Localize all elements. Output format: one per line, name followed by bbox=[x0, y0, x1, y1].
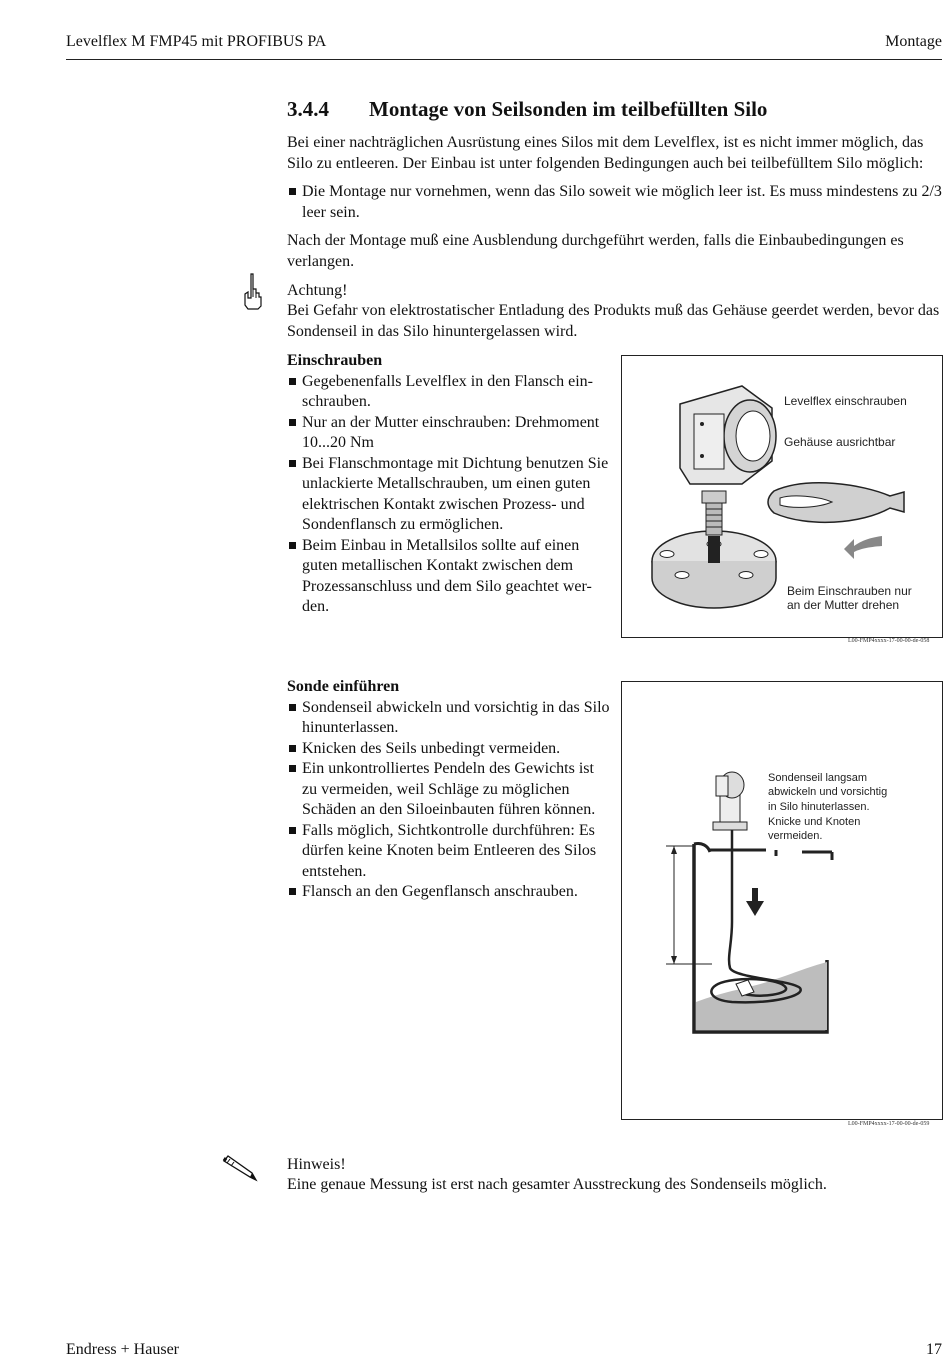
figure-label: vermeiden. bbox=[768, 830, 823, 842]
list-item: Falls möglich, Sichtkontrolle durchführen: Es dürfen keine Knoten beim Entleeren des Silos entstehen. bbox=[287, 821, 612, 883]
figure-insert-probe bbox=[621, 681, 943, 1120]
section-title: Montage von Seilsonden im teilbefüllten Silo bbox=[369, 97, 768, 121]
figure-label: Levelflex einschrauben bbox=[784, 394, 907, 408]
list-item: Sondenseil abwickeln und vorsichtig in das Silo hinunterlassen. bbox=[287, 698, 612, 739]
list-item: Gegebenenfalls Levelflex in den Flansch ein-schrauben. bbox=[287, 372, 612, 413]
after-mount-paragraph: Nach der Montage muß eine Ausblendung durchgeführt werden, falls die Einbaubedingungen es verlangen. bbox=[287, 232, 904, 270]
figure-label: in Silo hinuterlassen. bbox=[768, 801, 870, 813]
figure-screw-in bbox=[621, 355, 943, 638]
header-chapter: Montage bbox=[885, 33, 942, 50]
einschrauben-heading: Einschrauben bbox=[287, 352, 383, 369]
figure-label: Beim Einschrauben nur bbox=[787, 584, 912, 598]
intro-paragraph: Bei einer nachträglichen Ausrüstung eines Silos mit dem Levelflex, ist es nicht immer möglich, das Silo zu entleeren. Der Einbau ist unter folgenden Bedingungen auch bei teilbefülltem Silo möglich: bbox=[287, 134, 924, 172]
pointing-hand-icon bbox=[240, 272, 266, 312]
list-item: Bei Flanschmontage mit Dichtung benutzen Sie unlackierte Metallschrauben, um einen guten elektrischen Kontakt zwischen Prozess- und Sondenflansch zu ermöglichen. bbox=[287, 454, 612, 536]
figure-label: Knicke und Knoten bbox=[768, 816, 861, 828]
figure-screw-in-drawing bbox=[622, 356, 942, 637]
list-item: Ein unkontrolliertes Pendeln des Gewichts ist zu vermeiden, weil Schläge zu möglichen Schäden an den Siloeinbauten führen können. bbox=[287, 759, 612, 821]
page-number: 17 bbox=[926, 1341, 942, 1358]
figure-label: abwickeln und vorsichtig bbox=[768, 786, 888, 798]
header-divider bbox=[66, 59, 942, 60]
figure-label: Gehäuse ausrichtbar bbox=[784, 435, 896, 449]
caution-text: Bei Gefahr von elektrostatischer Entladung des Produkts muß das Gehäuse geerdet werden, bevor das Sondenseil in das Silo hinuntergelassen wird. bbox=[287, 302, 940, 340]
section-number: 3.4.4 bbox=[287, 97, 329, 121]
condition-bullet: Die Montage nur vornehmen, wenn das Silo soweit wie möglich leer ist. Es muss mindestens zu 2/3 leer sein. bbox=[287, 182, 950, 223]
list-item: Knicken des Seils unbedingt vermeiden. bbox=[287, 739, 612, 760]
caution-label: Achtung! bbox=[287, 282, 348, 299]
figure-label: an der Mutter drehen bbox=[787, 598, 900, 612]
note-label: Hinweis! bbox=[287, 1156, 346, 1173]
list-item: Nur an der Mutter einschrauben: Drehmoment 10...20 Nm bbox=[287, 413, 612, 454]
list-item: Flansch an den Gegenflansch anschrauben. bbox=[287, 882, 612, 903]
header-document-title: Levelflex M FMP45 mit PROFIBUS PA bbox=[66, 33, 327, 50]
figure-code: L00-FMP4xxxx-17-00-00-de-058 bbox=[848, 638, 930, 644]
section-heading bbox=[287, 97, 767, 122]
sonde-heading: Sonde einführen bbox=[287, 678, 400, 695]
figure-label: Sondenseil langsam bbox=[768, 772, 868, 784]
note-text: Eine genaue Messung ist erst nach gesamter Ausstreckung des Sondenseils möglich. bbox=[287, 1176, 827, 1193]
footer-company: Endress + Hauser bbox=[66, 1341, 179, 1358]
list-item: Beim Einbau in Metallsilos sollte auf einen guten metallischen Kontakt zwischen dem Prozessanschluss und dem Silo geachtet wer-den. bbox=[287, 536, 612, 618]
figure-insert-probe-drawing bbox=[622, 682, 942, 1119]
figure-code: L00-FMP4xxxx-17-00-00-de-059 bbox=[848, 1121, 930, 1127]
pencil-icon bbox=[220, 1153, 260, 1183]
